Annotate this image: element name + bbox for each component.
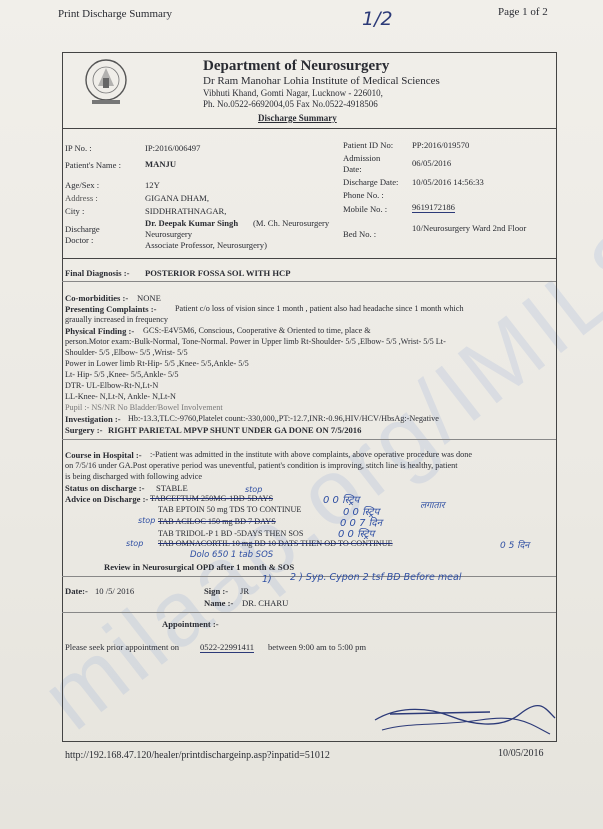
age-value: 12Y <box>145 180 160 190</box>
course-line: on 7/5/16 under GA.Post operative period was uneventful, patient's condition is improving, stitch line is healthy, patient <box>65 461 458 470</box>
handwritten-note: Dolo 650 1 tab SOS <box>190 550 274 560</box>
diagnosis-value: POSTERIOR FOSSA SOL WITH HCP <box>145 268 291 278</box>
advice-item: TAB EPTOIN 50 mg TDS TO CONTINUE <box>158 505 302 514</box>
divider <box>62 439 556 440</box>
admission-label: Admission Date: <box>343 153 381 174</box>
bed-label: Bed No. : <box>343 229 377 239</box>
mobile-value: 9619172186 <box>412 202 455 212</box>
course-label: Course in Hospital :- <box>65 450 142 460</box>
doctor-label: Discharge Doctor : <box>65 224 100 245</box>
handwritten-note: stop <box>245 485 263 494</box>
diagnosis-label: Final Diagnosis :- <box>65 268 130 278</box>
comorb-value: NONE <box>137 293 161 303</box>
discharge-date-label: Discharge Date: <box>343 177 399 187</box>
doctor-specialty: Neurosurgery <box>145 229 193 239</box>
date-label: Date:- <box>65 586 88 596</box>
finding-line: LL-Knee- N,Lt-N, Ankle- N,Lt-N <box>65 392 176 401</box>
handwritten-note: 0 0 स्ट्रिप <box>323 495 360 506</box>
institute-logo <box>84 58 128 110</box>
sign-label: Sign :- <box>204 586 229 596</box>
city-label: City : <box>65 206 85 216</box>
discharge-date-value: 10/05/2016 14:56:33 <box>412 177 484 187</box>
complaints-value-cont: graually increased in frequency <box>65 315 168 324</box>
handwritten-note: लगातार <box>420 501 445 511</box>
appointment-phone: 0522-22991411 <box>200 642 255 652</box>
complaints-label: Presenting Complaints :- <box>65 304 157 314</box>
finding-line: Shoulder- 5/5 ,Elbow- 5/5 ,Wrist- 5/5 <box>65 348 188 357</box>
signer-name-value: DR. CHARU <box>242 598 289 608</box>
sign-value: JR <box>240 586 250 596</box>
advice-item: TAB ACILOC 150 mg BD 7 DAYS <box>158 517 276 526</box>
doc-title: Discharge Summary <box>258 113 337 123</box>
finding-label: Physical Finding :- <box>65 326 135 336</box>
address-label: Address : <box>65 193 98 203</box>
surgery-label: Surgery :- <box>65 425 103 435</box>
ip-value: IP:2016/006497 <box>145 143 201 153</box>
divider <box>62 258 556 259</box>
complaints-value: Patient c/o loss of vision since 1 month , patient also had headache since 1 month which <box>175 304 464 313</box>
status-value: STABLE <box>156 483 188 493</box>
handwritten-note: 0 0 स्ट्रिप <box>343 507 380 518</box>
institute-phone: Ph. No.0522-6692004,05 Fax No.0522-4918506 <box>203 99 378 109</box>
comorb-label: Co-morbidities :- <box>65 293 129 303</box>
signature-scribble <box>370 700 560 750</box>
appointment-hours: between 9:00 am to 5:00 pm <box>268 642 367 652</box>
admission-value: 06/05/2016 <box>412 158 452 168</box>
review-text: Review in Neurosurgical OPD after 1 month & SOS <box>104 562 295 572</box>
status-label: Status on discharge :- <box>65 483 145 493</box>
mobile-label: Mobile No. : <box>343 204 388 214</box>
handwritten-note: 0 0 स्ट्रिप <box>338 529 375 540</box>
signer-name-label: Name :- <box>204 598 234 608</box>
handwritten-note: stop <box>126 539 144 548</box>
name-label: Patient's Name : <box>65 160 121 170</box>
page-number: Page 1 of 2 <box>498 6 548 18</box>
page-url: http://192.168.47.120/healer/printdischargeinp.asp?inpatid=51012 <box>65 750 330 761</box>
phone-label: Phone No. : <box>343 190 384 200</box>
handwritten-note: stop <box>138 516 156 525</box>
investigation-value: Hb:-13.3,TLC:-9760,Platelet count:-330,000,,PT:-12.7,INR:-0.96,HIV/HCV/HbsAg:-Negative <box>128 414 439 423</box>
footer-date: 10/05/2016 <box>498 748 544 759</box>
department-name: Department of Neurosurgery <box>203 58 390 74</box>
divider <box>62 281 556 282</box>
finding-line: GCS:-E4V5M6, Conscious, Cooperative & Oriented to time, place & <box>143 326 371 335</box>
advice-item: TAB TRIDOL-P 1 BD -5DAYS THEN SOS <box>158 529 304 538</box>
advice-item <box>150 494 273 503</box>
handwritten-note: 0 5 दिन <box>500 541 530 551</box>
pid-label: Patient ID No: <box>343 140 394 150</box>
print-title: Print Discharge Summary <box>58 8 173 20</box>
handwritten-note: 1) <box>262 574 272 585</box>
pid-value: PP:2016/019570 <box>412 140 470 150</box>
appointment-label: Appointment :- <box>162 619 219 629</box>
address-value: GIGANA DHAM, <box>145 193 209 203</box>
finding-line: person.Motor exam:-Bulk-Normal, Tone-Normal. Power in Upper limb Rt-Shoulder- 5/5 ,Elbow- 5/5 ,Wrist- 5/5 Lt- <box>65 337 446 346</box>
handwritten-note: 0 0 7 दिन <box>340 518 383 529</box>
finding-line: Pupil :- NS/NR No Bladder/Bowel Involvement <box>65 403 223 412</box>
finding-line: Power in Lower limb Rt-Hip- 5/5 ,Knee- 5/5,Ankle- 5/5 <box>65 359 249 368</box>
doctor-degree: (M. Ch. Neurosurgery <box>253 218 330 228</box>
handwritten-page-mark: 1/2 <box>362 8 393 30</box>
city-value: SIDDHRATHNAGAR, <box>145 206 227 216</box>
institute-address: Vibhuti Khand, Gomti Nagar, Lucknow - 226010, <box>203 88 383 98</box>
handwritten-note: 2 ) Syp. Cypon 2 tsf BD Before meal <box>290 572 462 583</box>
advice-label: Advice on Discharge :- <box>65 494 149 504</box>
course-line: is being discharged with following advice <box>65 472 202 481</box>
appointment-text: Please seek prior appointment on <box>65 642 180 652</box>
course-line: :-Patient was admitted in the institute with above complaints, above operative procedure was done <box>150 450 472 459</box>
advice-item-text: TABCEFTUM 250MG-1BD-5DAYS <box>150 494 274 503</box>
finding-line: Lt- Hip- 5/5 ,Knee- 5/5,Ankle- 5/5 <box>65 370 179 379</box>
age-label: Age/Sex : <box>65 180 100 190</box>
investigation-label: Investigation :- <box>65 414 121 424</box>
surgery-value: RIGHT PARIETAL MPVP SHUNT UNDER GA DONE ON 7/5/2016 <box>108 425 362 435</box>
name-value: MANJU <box>145 159 177 169</box>
advice-item: TAB OMNACORTIL 10 mg BD 10 DATS THEN OD TO CONTINUE <box>158 539 393 548</box>
bed-value: 10/Neurosurgery Ward 2nd Floor <box>412 223 527 233</box>
ip-label: IP No. : <box>65 143 92 153</box>
date-value: 10 /5/ 2016 <box>95 586 135 596</box>
finding-line: DTR- UL-Elbow-Rt-N,Lt-N <box>65 381 159 390</box>
divider <box>62 612 556 613</box>
doctor-name: Dr. Deepak Kumar Singh <box>145 218 239 228</box>
doctor-title: Associate Professor, Neurosurgery) <box>145 240 267 250</box>
divider <box>62 128 556 129</box>
institute-name: Dr Ram Manohar Lohia Institute of Medical Sciences <box>203 75 440 87</box>
